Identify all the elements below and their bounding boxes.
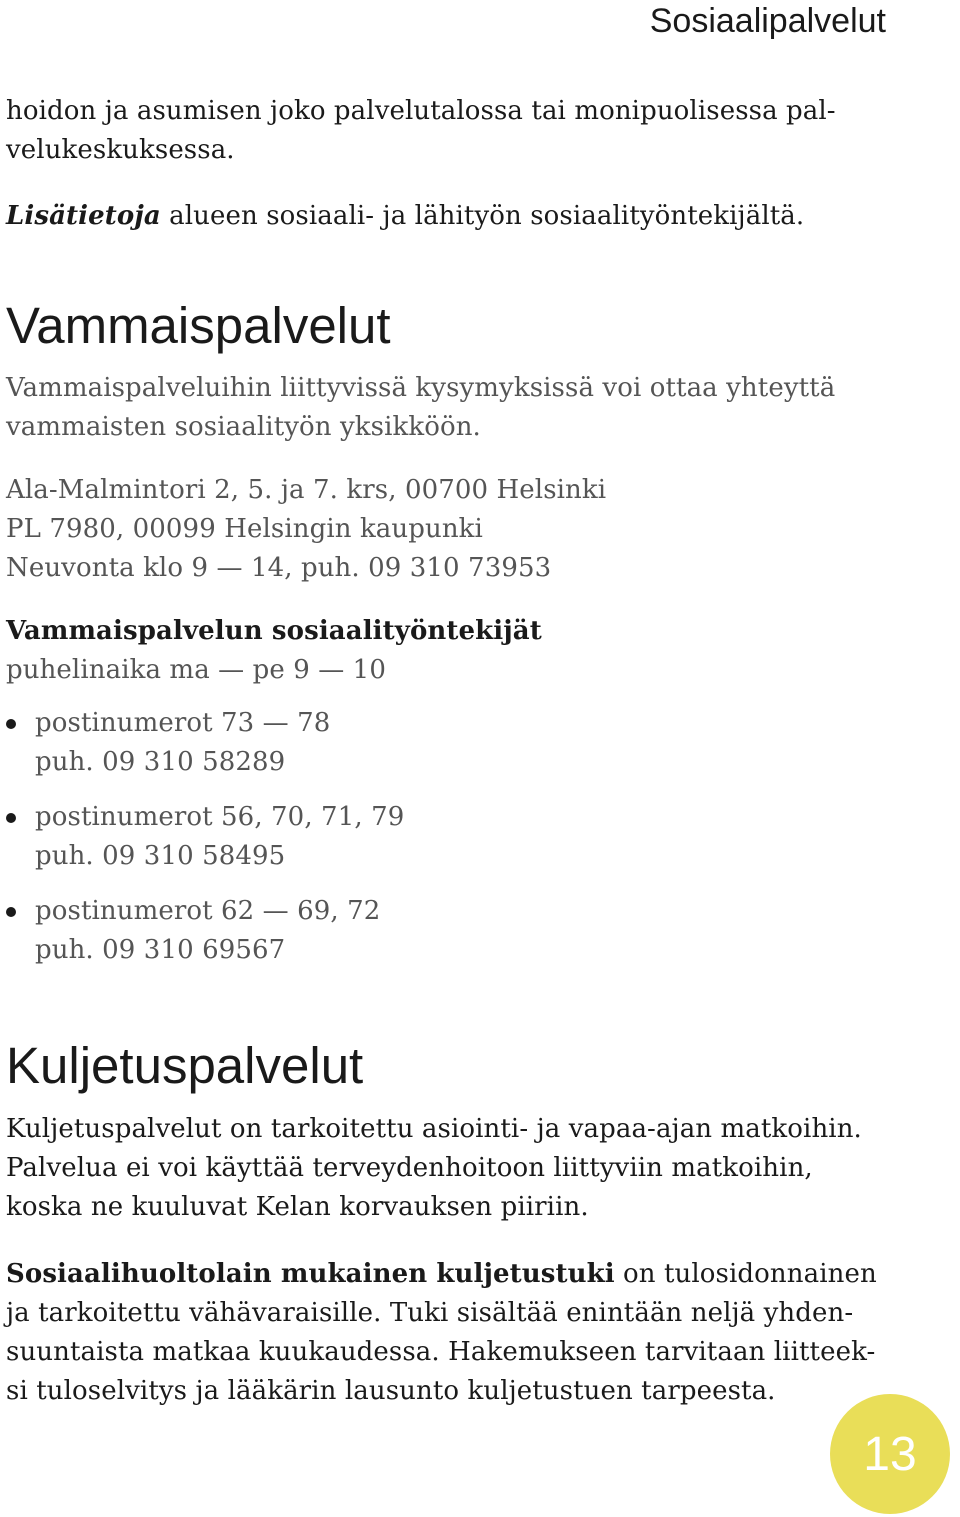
intro-section — [6, 92, 896, 236]
bullet-icon — [6, 719, 16, 729]
vammais-desc-2: vammaisten sosiaalityön yksikköön. — [6, 412, 481, 442]
postal-list-item — [6, 798, 896, 876]
phone-hours: puhelinaika ma — pe 9 — 10 — [6, 655, 386, 685]
postal-range: postinumerot 62 — 69, 72 — [35, 896, 381, 926]
kuljetus-para1-line1: Kuljetuspalvelut on tarkoitettu asiointi- ja vapaa-ajan matkoihin. — [6, 1114, 862, 1144]
kuljetuspalvelut-section — [6, 1036, 896, 1411]
postal-list — [6, 704, 896, 970]
page-number: 13 — [863, 1427, 917, 1481]
kuljetus-para2-line2: ja tarkoitettu vähävaraisille. Tuki sisältää enintään neljä yhden- — [6, 1298, 854, 1328]
vammais-address-3: Neuvonta klo 9 — 14, puh. 09 310 73953 — [6, 553, 552, 583]
kuljetus-para1-line3: koska ne kuuluvat Kelan korvauksen piiriin. — [6, 1192, 589, 1222]
postal-phone: puh. 09 310 69567 — [35, 935, 286, 965]
postal-range: postinumerot 56, 70, 71, 79 — [35, 802, 405, 832]
kuljetustuki-text: on tulosidonnainen — [614, 1259, 877, 1289]
postal-list-item — [6, 704, 896, 782]
page-header-title: Sosiaalipalvelut — [649, 2, 886, 40]
postal-list-item — [6, 892, 896, 970]
workers-title: Vammaispalvelun sosiaalityöntekijät — [6, 616, 542, 646]
kuljetus-para2-line4: si tuloselvitys ja lääkärin lausunto kuljetustuen tarpeesta. — [6, 1376, 776, 1406]
vammais-desc-1: Vammaispalveluihin liittyvissä kysymyksissä voi ottaa yhteyttä — [6, 373, 836, 403]
vammais-address-2: PL 7980, 00099 Helsingin kaupunki — [6, 514, 483, 544]
intro-line-2: velukeskuksessa. — [6, 135, 235, 165]
vammais-address-1: Ala-Malmintori 2, 5. ja 7. krs, 00700 Helsinki — [6, 475, 607, 505]
lisatietoja-label: Lisätietoja — [6, 201, 161, 231]
intro-line-1: hoidon ja asumisen joko palvelutalossa tai monipuolisessa pal- — [6, 96, 836, 126]
page-number-badge — [830, 1394, 950, 1514]
kuljetus-para2-line1 — [6, 1255, 896, 1294]
postal-range: postinumerot 73 — 78 — [35, 708, 331, 738]
bullet-icon — [6, 813, 16, 823]
lisatietoja-line — [6, 197, 896, 236]
kuljetuspalvelut-heading: Kuljetuspalvelut — [6, 1037, 364, 1094]
bullet-icon — [6, 907, 16, 917]
kuljetus-para1-line2: Palvelua ei voi käyttää terveydenhoitoon liittyviin matkoihin, — [6, 1153, 813, 1183]
vammaispalvelut-section — [6, 296, 896, 970]
vammaispalvelut-heading: Vammaispalvelut — [6, 297, 391, 354]
postal-phone: puh. 09 310 58289 — [35, 747, 286, 777]
lisatietoja-text: alueen sosiaali- ja lähityön sosiaalityöntekijältä. — [160, 201, 805, 231]
kuljetus-para2-line3: suuntaista matkaa kuukaudessa. Hakemukseen tarvitaan liitteek- — [6, 1337, 876, 1367]
kuljetustuki-term: Sosiaalihuoltolain mukainen kuljetustuki — [6, 1259, 615, 1289]
postal-phone: puh. 09 310 58495 — [35, 841, 286, 871]
